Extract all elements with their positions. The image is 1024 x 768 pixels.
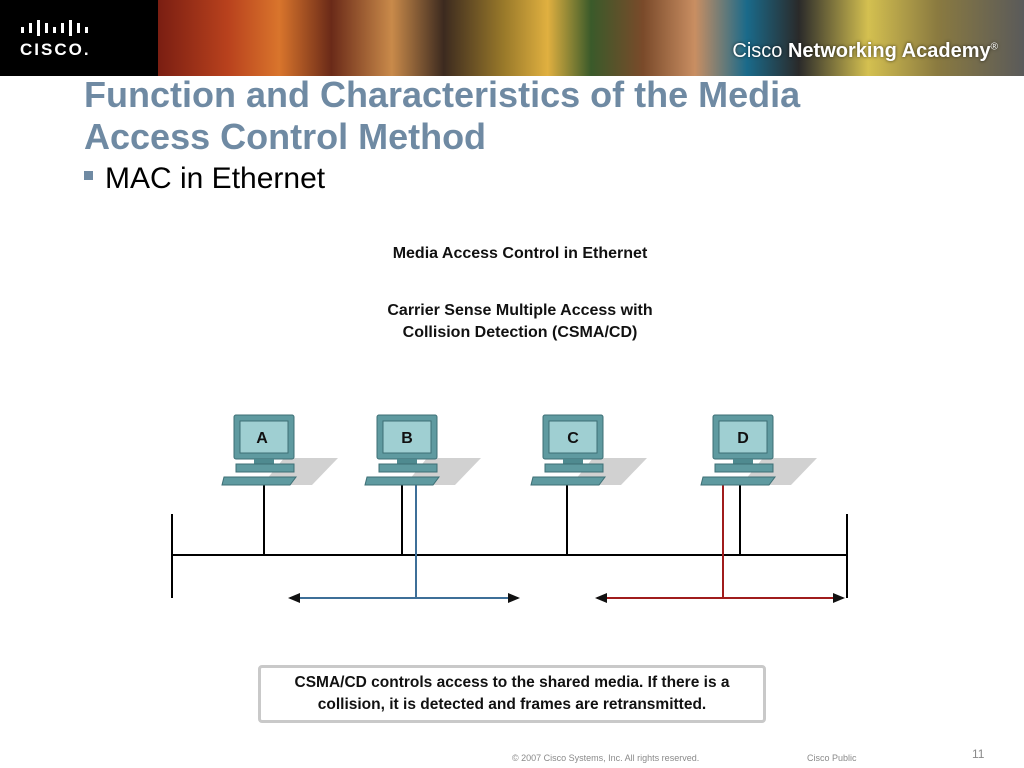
footer-copyright: © 2007 Cisco Systems, Inc. All rights reserved.	[512, 753, 700, 763]
caption-box	[258, 665, 766, 723]
slide-title-line1: Function and Characteristics of the Media	[84, 74, 801, 115]
bullet-text: MAC in Ethernet	[105, 162, 326, 195]
computer-b-icon	[365, 415, 481, 485]
host-label-a: A	[256, 430, 268, 447]
host-label-d: D	[737, 430, 749, 447]
computer-c-icon	[531, 415, 647, 485]
computer-d-icon	[701, 415, 817, 485]
footer-classification: Cisco Public	[807, 753, 857, 763]
academy-registered-mark: ®	[990, 41, 998, 53]
diagram-subheading-line2: Collision Detection (CSMA/CD)	[402, 324, 638, 341]
host-label-b: B	[401, 430, 413, 447]
host-label-c: C	[567, 430, 579, 447]
academy-main: Networking Academy	[787, 40, 991, 62]
cisco-wordmark: CISCO.	[20, 40, 91, 59]
computer-a-icon	[222, 415, 338, 485]
academy-prefix: Cisco	[732, 40, 783, 62]
slide-title-line2: Access Control Method	[84, 116, 487, 157]
caption-line1: CSMA/CD controls access to the shared media. If there is a	[294, 674, 730, 691]
caption-line2: collision, it is detected and frames are retransmitted.	[317, 696, 707, 713]
diagram-subheading-line1: Carrier Sense Multiple Access with	[387, 302, 653, 319]
diagram-heading: Media Access Control in Ethernet	[392, 245, 648, 262]
page-number: 11	[972, 747, 985, 761]
